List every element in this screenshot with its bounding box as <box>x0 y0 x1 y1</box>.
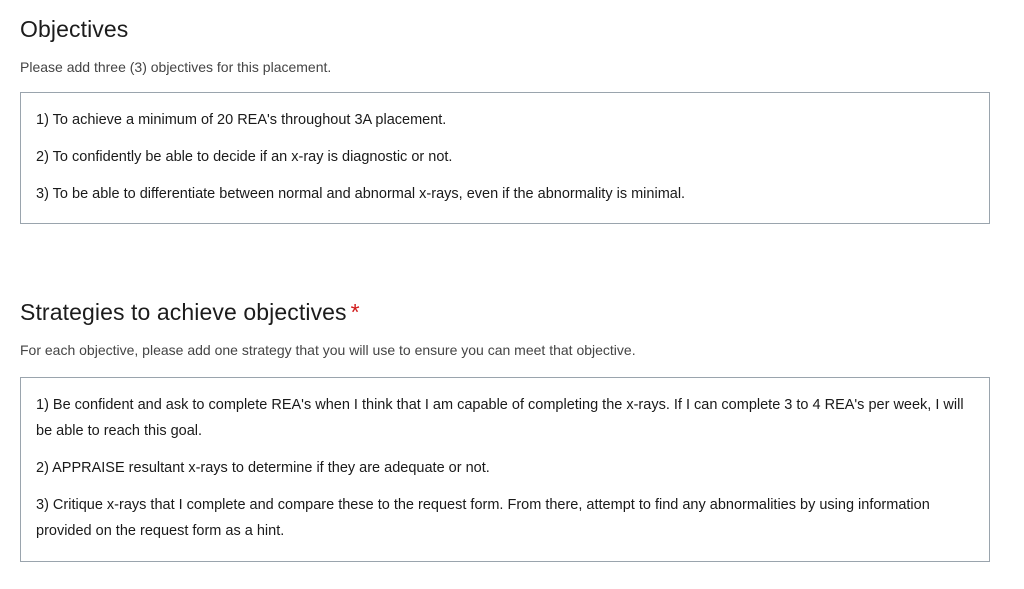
strategies-textarea[interactable] <box>20 377 990 562</box>
required-asterisk: * <box>350 299 360 325</box>
objectives-description: Please add three (3) objectives for this placement. <box>20 59 332 75</box>
strategies-description: For each objective, please add one strategy that you will use to ensure you can meet that objective. <box>20 342 636 358</box>
strategies-title: Strategies to achieve objectives <box>20 299 347 325</box>
objectives-section <box>20 14 990 224</box>
strategy-line-1: 1) Be confident and ask to complete REA's when I think that I am capable of completing the x-rays. If I can complete 3 to 4 REA's per week, I will be able to reach this goal. <box>36 397 964 439</box>
objective-line-3: 3) To be able to differentiate between normal and abnormal x-rays, even if the abnormality is minimal. <box>36 186 686 202</box>
strategies-section <box>20 297 990 562</box>
objective-line-2: 2) To confidently be able to decide if an x-ray is diagnostic or not. <box>36 149 453 165</box>
strategy-line-3: 3) Critique x-rays that I complete and compare these to the request form. From there, attempt to find any abnormalities by using information provided on the request form as a hint. <box>36 497 930 539</box>
strategies-title-row <box>20 297 990 327</box>
objectives-textarea[interactable] <box>20 92 990 224</box>
strategy-line-2: 2) APPRAISE resultant x-rays to determine if they are adequate or not. <box>36 460 490 476</box>
objective-line-1: 1) To achieve a minimum of 20 REA's throughout 3A placement. <box>36 112 447 128</box>
objectives-title: Objectives <box>20 16 129 42</box>
